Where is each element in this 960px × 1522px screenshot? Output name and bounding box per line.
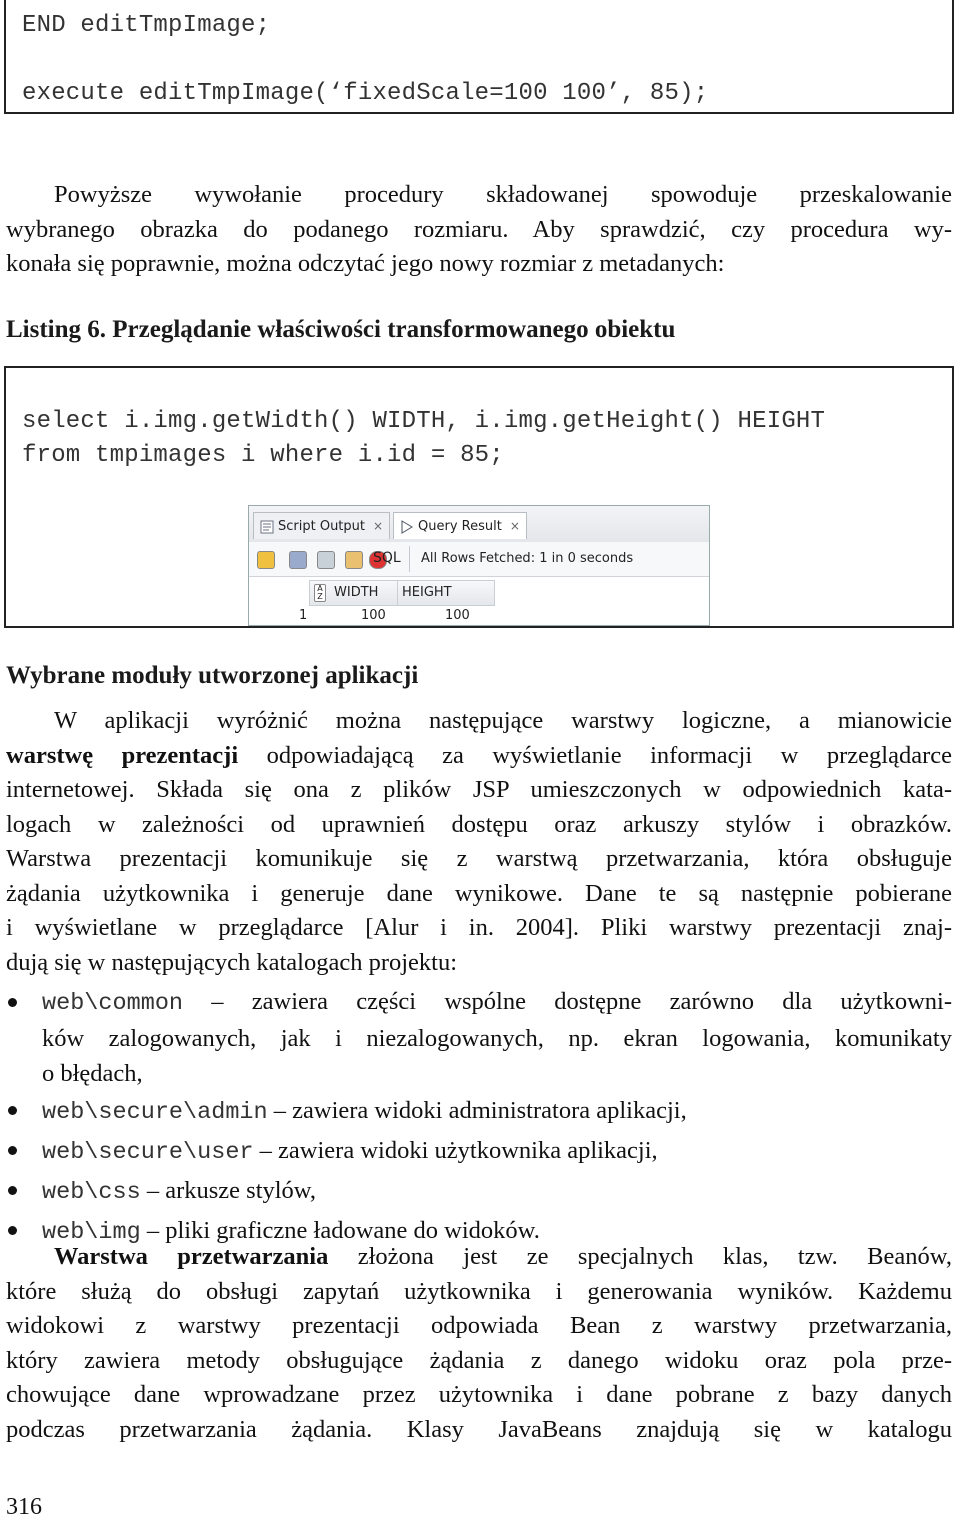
result-grid	[249, 576, 709, 626]
text-span: – zawiera części wspólne dostępne zarówno dla użytkowni-	[183, 988, 952, 1015]
sql-label[interactable]: SQL	[373, 550, 401, 566]
text-span: złożona jest ze specjalnych klas, tzw. Beanów,	[328, 1243, 952, 1270]
list-item	[6, 1132, 952, 1172]
export-icon[interactable]	[345, 551, 363, 569]
path-code: web\secure\user	[42, 1139, 254, 1166]
tab-label: Query Result	[418, 519, 502, 534]
fetch-status: All Rows Fetched: 1 in 0 seconds	[421, 551, 634, 566]
refresh-icon[interactable]	[317, 551, 335, 569]
text-span: odpowiadającą za wyświetlanie informacji w przeglądarce	[238, 741, 952, 769]
paragraph-intro	[6, 178, 952, 282]
text-line: i wyświetlane w przeglądarce [Alur i in. 2004]. Pliki warstwy prezentacji znaj-	[6, 914, 952, 941]
toolbar-divider	[409, 546, 410, 572]
text-line	[6, 1240, 952, 1275]
code-line: END editTmpImage;	[22, 12, 271, 39]
page-number: 316	[6, 1494, 42, 1520]
bullet-icon	[8, 1146, 17, 1155]
result-tab-bar	[249, 506, 709, 543]
bullet-icon	[8, 1186, 17, 1195]
cell-width[interactable]: 100	[361, 608, 386, 623]
column-label: WIDTH	[334, 585, 379, 600]
bullet-icon	[8, 998, 17, 1007]
column-label: HEIGHT	[402, 585, 452, 600]
column-header-width[interactable]	[309, 580, 399, 606]
paragraph-presentation-layer	[6, 704, 952, 980]
result-toolbar	[249, 542, 709, 577]
section-heading: Wybrane moduły utworzonej aplikacji	[6, 662, 419, 689]
text-span: – arkusze stylów,	[140, 1177, 317, 1204]
script-output-icon	[260, 520, 274, 534]
bullet-icon	[8, 1106, 17, 1115]
code-line: select i.img.getWidth() WIDTH, i.img.getHeight() HEIGHT	[22, 408, 826, 435]
text-line: które służą do obsługi zapytań użytkownika i generowania wyników. Każdemu	[6, 1277, 952, 1305]
text-line: Powyższe wywołanie procedury składowanej spowoduje przeskalowanie	[54, 181, 952, 208]
bold-term: warstwę prezentacji	[6, 741, 239, 769]
text-span: – zawiera widoki administratora aplikacji,	[267, 1097, 687, 1124]
text-line	[42, 1132, 952, 1172]
text-line	[42, 984, 952, 1021]
sql-developer-result-panel	[248, 505, 710, 626]
text-line: o błędach,	[42, 1060, 143, 1087]
code-line: execute editTmpImage(‘fixedScale=100 100’, 85);	[22, 80, 709, 107]
text-span: – zawiera widoki użytkownika aplikacji,	[253, 1137, 658, 1164]
query-result-icon	[400, 520, 414, 534]
text-line: konała się poprawnie, można odczytać jego nowy rozmiar z metadanych:	[6, 250, 725, 277]
text-line: logach w zależności od uprawnień dostępu oraz arkuszy stylów i obrazków.	[6, 810, 952, 838]
list-item	[6, 1092, 952, 1132]
print-icon[interactable]	[289, 551, 307, 569]
list-item	[6, 984, 952, 1091]
directory-list	[6, 984, 952, 1252]
path-code: web\img	[42, 1219, 141, 1246]
text-span: – pliki graficzne ładowane do widoków.	[140, 1217, 540, 1244]
close-icon[interactable]: ×	[373, 519, 384, 533]
text-line: internetowej. Składa się ona z plików JSP umieszczonych w odpowiednich kata-	[6, 776, 952, 803]
tab-label: Script Output	[278, 519, 365, 534]
path-code: web\secure\admin	[42, 1099, 268, 1126]
tab-query-result[interactable]	[393, 512, 527, 539]
cell-height[interactable]: 100	[445, 608, 470, 623]
tab-script-output[interactable]	[253, 512, 390, 539]
close-icon[interactable]: ×	[509, 519, 520, 533]
text-line	[6, 739, 952, 774]
column-header-height[interactable]	[397, 580, 495, 606]
text-line: wybranego obrazka do podanego rozmiaru. Aby sprawdzić, czy procedura wy-	[6, 215, 952, 243]
text-line: który zawiera metody obsługujące żądania z danego widoku oraz pola prze-	[6, 1346, 952, 1374]
text-line	[42, 1092, 952, 1132]
text-line: Warstwa prezentacji komunikuje się z warstwą przetwarzania, która obsługuje	[6, 845, 952, 872]
paragraph-processing-layer	[6, 1240, 952, 1447]
pin-icon[interactable]	[257, 551, 275, 569]
text-line: podczas przetwarzania żądania. Klasy JavaBeans znajdują się w katalogu	[6, 1415, 952, 1443]
text-line: żądania użytkownika i generuje dane wynikowe. Dane te są następnie pobierane	[6, 879, 952, 907]
bold-term: Warstwa przetwarzania	[54, 1243, 329, 1270]
row-number: 1	[299, 608, 308, 623]
text-line: chowujące dane wprowadzane przez użytownika i dane pobrane z bazy danych	[6, 1381, 952, 1408]
listing-title: Listing 6. Przeglądanie właściwości transformowanego obiektu	[6, 316, 676, 343]
path-code: web\css	[42, 1179, 141, 1206]
path-code: web\common	[42, 990, 184, 1017]
code-box-top	[4, 0, 954, 114]
text-line: widokowi z warstwy prezentacji odpowiada Bean z warstwy przetwarzania,	[6, 1312, 952, 1339]
code-line: from tmpimages i where i.id = 85;	[22, 442, 504, 469]
text-line: dują się w następujących katalogach projektu:	[6, 948, 458, 976]
text-line: ków zalogowanych, jak i niezalogowanych, np. ekran logowania, komunikaty	[42, 1025, 952, 1052]
sort-icon[interactable]: A Z	[314, 584, 326, 602]
bullet-icon	[8, 1226, 17, 1235]
list-item	[6, 1172, 952, 1212]
text-line	[42, 1172, 952, 1212]
text-line: W aplikacji wyróżnić można następujące warstwy logiczne, a mianowicie	[54, 707, 952, 734]
